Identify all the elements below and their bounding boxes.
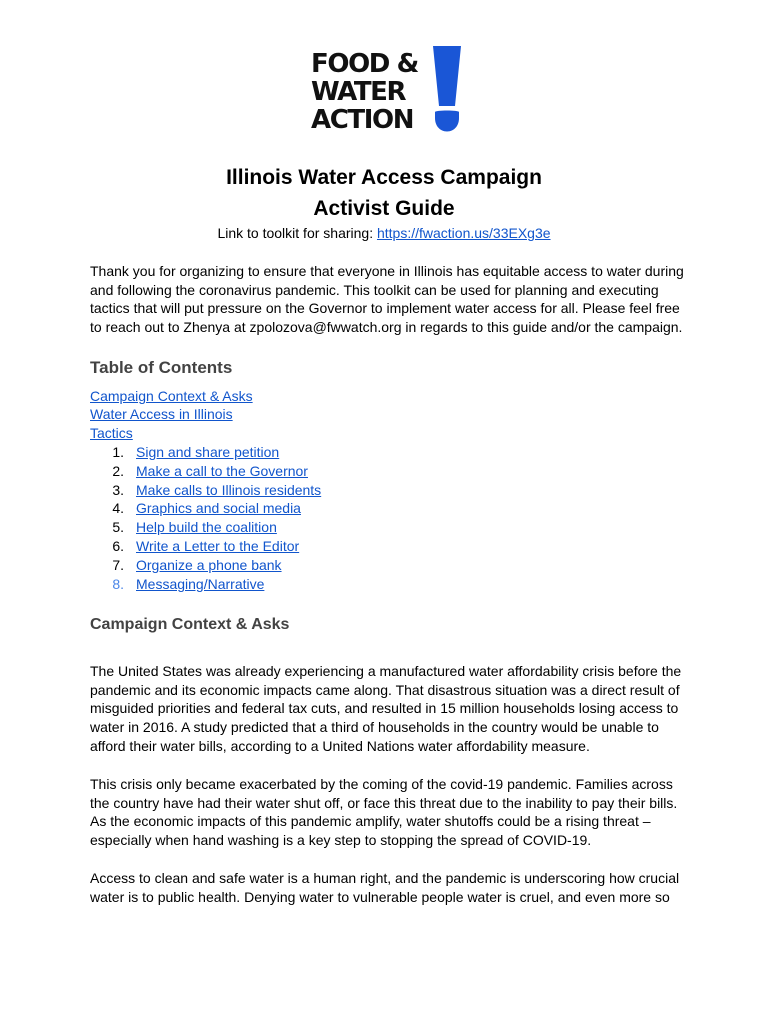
toc-item-letter-editor[interactable]: Write a Letter to the Editor (136, 538, 300, 554)
toc-item-number: 3. (112, 482, 124, 498)
toc-item-phone-bank[interactable]: Organize a phone bank (136, 557, 282, 573)
body-paragraph: This crisis only became exacerbated by the coming of the covid-19 pandemic. Families across the country have had their water shut off, or face this threat due to the inability to pay their bills. As the economic impacts of this pandemic amplify, water shutoffs could be a rising threat – especially when hand washing is a key step to stopping the spread of COVID-19. (90, 776, 678, 849)
toc-item-call-residents[interactable]: Make calls to Illinois residents (136, 482, 322, 498)
toc-heading: Table of Contents (90, 358, 233, 377)
document-title: Illinois Water Access Campaign (226, 166, 542, 189)
logo-line-action: ACTION (311, 105, 414, 135)
toc-item-number: 1. (112, 444, 124, 460)
toc-item-graphics-social[interactable]: Graphics and social media (136, 500, 301, 516)
toc-item-number: 7. (112, 557, 124, 573)
logo-line-water: WATER (311, 77, 406, 107)
exclamation-icon (429, 46, 465, 142)
share-label: Link to toolkit for sharing: (217, 225, 377, 241)
toc-item-number: 6. (112, 538, 124, 554)
toc-link-water-access[interactable]: Water Access in Illinois (90, 406, 233, 422)
logo-wordmark (311, 50, 418, 134)
body-paragraph: Access to clean and safe water is a human right, and the pandemic is underscoring how crucial water is to public health. Denying water to vulnerable people water is cruel, and even more so (90, 870, 680, 905)
section-heading-campaign-context: Campaign Context & Asks (90, 616, 290, 633)
share-line (0, 225, 768, 241)
toc-item-number: 2. (112, 463, 124, 479)
toc-link-tactics[interactable]: Tactics (90, 425, 133, 441)
logo-line-food: FOOD & (311, 49, 418, 79)
food-water-action-logo (311, 44, 457, 142)
toc-item-number: 8. (112, 576, 124, 592)
toc-item-number: 4. (112, 500, 124, 516)
document-subtitle: Activist Guide (313, 197, 455, 220)
toc-item-number: 5. (112, 519, 124, 535)
toc-item-messaging[interactable]: Messaging/Narrative (136, 576, 265, 592)
toc-item-sign-petition[interactable]: Sign and share petition (136, 444, 280, 460)
toc-link-campaign-context[interactable]: Campaign Context & Asks (90, 388, 253, 404)
body-paragraph: The United States was already experiencing a manufactured water affordability crisis before the pandemic and its economic impacts came along. That disastrous situation was a direct result of misguided priorities and federal tax cuts, and resulted in 15 million households losing access to water in 2016. A study predicted that a third of households in the country would be unable to afford their water bills, according to a United Nations water affordability measure. (90, 663, 682, 754)
toc-item-call-governor[interactable]: Make a call to the Governor (136, 463, 308, 479)
toc-item-build-coalition[interactable]: Help build the coalition (136, 519, 277, 535)
intro-paragraph: Thank you for organizing to ensure that everyone in Illinois has equitable access to water during and following the coronavirus pandemic. This toolkit can be used for planning and executing tactics that will put pressure on the Governor to implement water access for all. Please feel free to reach out to Zhenya at zpolozova@fwwatch.org in regards to this guide and/or the campaign. (90, 263, 684, 336)
toolkit-share-link[interactable]: https://fwaction.us/33EXg3e (376, 225, 551, 241)
